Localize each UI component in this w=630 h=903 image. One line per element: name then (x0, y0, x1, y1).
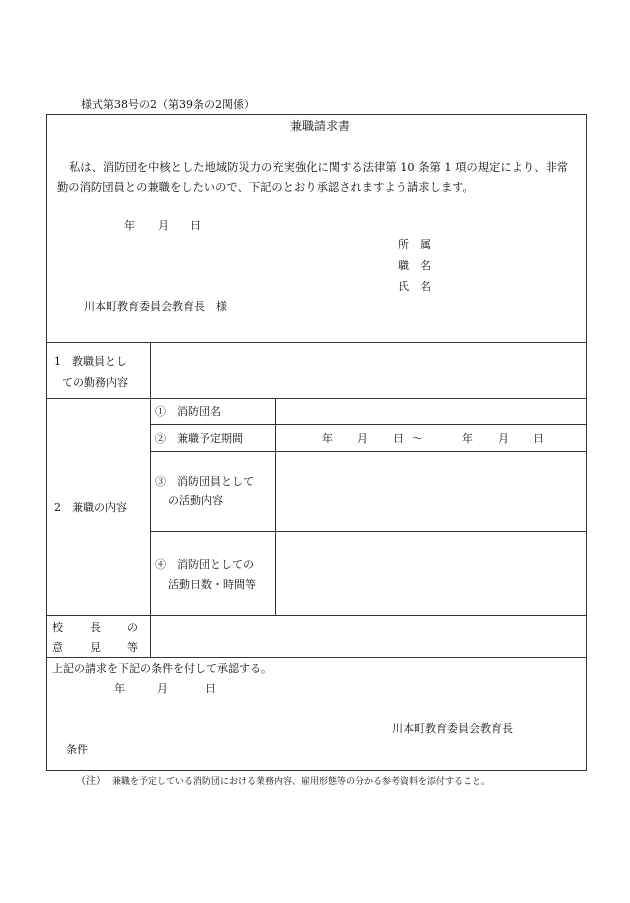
principal-opinion-field[interactable] (151, 616, 586, 656)
days-label-line2: 活動日数・時間等 (168, 578, 256, 591)
approval-year: 年 (114, 682, 125, 695)
activities-label-line1: ③ 消防団員として (155, 475, 254, 488)
period-tilde: ～ (412, 432, 423, 445)
date-month: 月 (158, 219, 169, 232)
section2-label: 2 兼職の内容 (54, 501, 127, 514)
conditions-label: 条件 (66, 743, 88, 756)
principal-label-3: の (127, 621, 138, 634)
fire-corps-name-label: ① 消防団名 (155, 405, 221, 418)
activities-field[interactable] (276, 452, 586, 530)
name-label: 氏 名 (398, 280, 431, 293)
affiliation-label: 所 属 (398, 238, 431, 251)
period-start-month: 月 (357, 432, 368, 445)
form-title: 兼職請求書 (290, 119, 351, 133)
period-label: ② 兼職予定期間 (155, 432, 243, 445)
approval-authority: 川本町教育委員会教育長 (392, 722, 513, 735)
period-end-year: 年 (462, 432, 473, 445)
period-end-day: 日 (533, 432, 544, 445)
approval-day: 日 (205, 682, 216, 695)
period-end-month: 月 (498, 432, 509, 445)
date-day: 日 (190, 219, 201, 232)
approval-month: 月 (157, 682, 168, 695)
principal-label-2: 長 (90, 621, 101, 634)
period-start-day: 日 (393, 432, 404, 445)
principal-label-1: 校 (52, 621, 63, 634)
date-year: 年 (124, 219, 135, 232)
divider-item1 (150, 424, 587, 425)
form-number: 様式第38号の2（第39条の2関係） (81, 98, 255, 111)
days-label-line1: ④ 消防団としての (155, 558, 254, 571)
period-start-year: 年 (322, 432, 333, 445)
note-label: （注） (76, 776, 106, 787)
approval-text: 上記の請求を下記の条件を付して承認する。 (52, 662, 272, 675)
request-body-text: 私は、消防団を中核とした地域防災力の充実強化に関する法律第 10 条第 1 項の規定により、非常勤の消防団員との兼職をしたいので、下記のとおり承認されますよう請求します。 (57, 161, 569, 194)
days-hours-field[interactable] (276, 532, 586, 614)
principal-label-6: 等 (127, 641, 138, 654)
teaching-duties-field[interactable] (151, 343, 586, 397)
fire-corps-name-field[interactable] (276, 399, 586, 424)
section1-label-line1: 1 教職員とし (54, 355, 127, 368)
section1-label-line2: ての勤務内容 (62, 376, 128, 389)
addressee: 川本町教育委員会教育長 様 (84, 300, 227, 313)
position-label: 職 名 (398, 259, 431, 272)
divider-principal (46, 657, 587, 658)
activities-label-line2: の活動内容 (168, 494, 223, 507)
principal-label-4: 意 (52, 641, 63, 654)
principal-label-5: 見 (90, 641, 101, 654)
note-text: 兼職を予定している消防団における業務内容、雇用形態等の分かる参考資料を添付すること。 (112, 777, 491, 787)
